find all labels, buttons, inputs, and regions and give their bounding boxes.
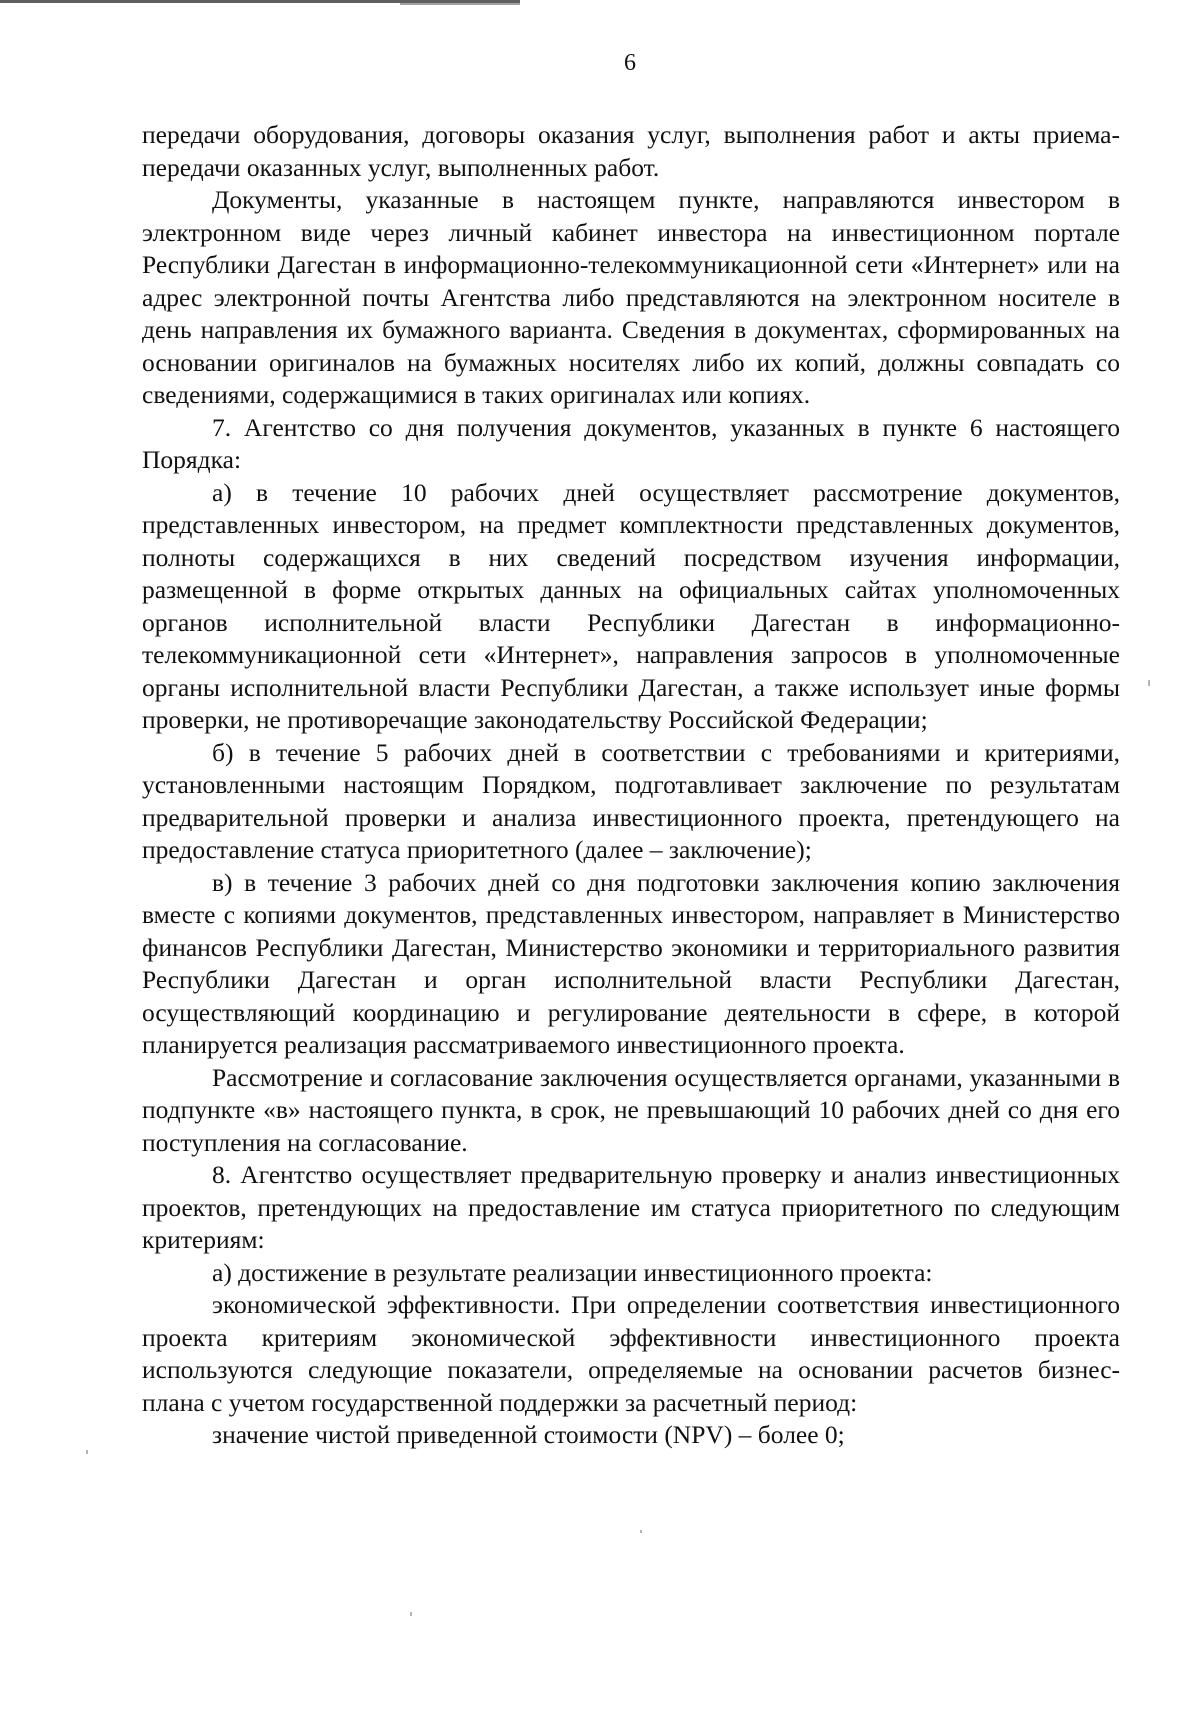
paragraph: 8. Агентство осуществляет предварительную проверку и анализ инвестиционных проектов, претендующих на предоставление им статуса приоритетного по следующим критериям: bbox=[142, 1160, 1120, 1254]
scan-speck bbox=[640, 1530, 642, 1533]
paragraph: б) в течение 5 рабочих дней в соответствии с требованиями и критериями, установленными настоящим Порядком, подготавливает заключение по результатам предварительной проверки и анализа инвестиционного проекта, претендующего на предоставление статуса приоритетного (далее – заключение); bbox=[142, 737, 1120, 864]
scan-speck bbox=[1148, 680, 1150, 686]
scan-speck bbox=[86, 1450, 88, 1454]
scan-edge-mark bbox=[400, 3, 520, 5]
paragraph: Рассмотрение и согласование заключения осуществляется органами, указанными в подпункте «в» настоящего пункта, в срок, не превышающий 10 рабочих дней со дня его поступления на согласование. bbox=[142, 1062, 1120, 1157]
paragraph: а) в течение 10 рабочих дней осуществляет рассмотрение документов, представленных инвестором, на предмет комплектности представленных документов, полноты содержащихся в них сведений посредством изучения информации, размещенной в форме открытых данных на официальных сайтах уполномоченных органов исполнительной власти Республики Дагестан в информационно-телекоммуникационной сети «Интернет», направления запросов в уполномоченные органы исполнительной власти Республики Дагестан, а также использует иные формы проверки, не противоречащие законодательству Российской Федерации; bbox=[142, 477, 1120, 734]
paragraph: значение чистой приведенной стоимости (NPV) – более 0; bbox=[212, 1420, 845, 1449]
paragraph: а) достижение в результате реализации инвестиционного проекта: bbox=[212, 1257, 933, 1287]
paragraph: экономической эффективности. При определении соответствия инвестиционного проекта критериям экономической эффективности инвестиционного проекта используются следующие показатели, определяемые на основании расчетов бизнес-плана с учетом государственной поддержки за расчетный период: bbox=[142, 1290, 1120, 1417]
paragraph: передачи оборудования, договоры оказания услуг, выполнения работ и акты приема-передачи оказанных услуг, выполненных работ. bbox=[142, 120, 1120, 182]
paragraph: 7. Агентство со дня получения документов, указанных в пункте 6 настоящего Порядка: bbox=[142, 412, 1120, 474]
paragraph: в) в течение 3 рабочих дней со дня подготовки заключения копию заключения вместе с копиями документов, представленных инвестором, направляет в Министерство финансов Республики Дагестан, Министерство экономики и территориального развития Республики Дагестан и орган исполнительной власти Республики Дагестан, осуществляющий координацию и регулирование деятельности в сфере, в которой планируется реализация рассматриваемого инвестиционного проекта. bbox=[142, 867, 1120, 1059]
page-number: 6 bbox=[624, 50, 636, 76]
paragraph: Документы, указанные в настоящем пункте, направляются инвестором в электронном виде через личный кабинет инвестора на инвестиционном портале Республики Дагестан в информационно-телекоммуникационной сети «Интернет» или на адрес электронной почты Агентства либо представляются на электронном носителе в день направления их бумажного варианта. Сведения в документах, сформированных на основании оригиналов на бумажных носителях либо их копий, должны совпадать со сведениями, содержащимися в таких оригиналах или копиях. bbox=[142, 185, 1120, 409]
scan-speck bbox=[410, 1612, 412, 1616]
document-body bbox=[142, 119, 1120, 1452]
